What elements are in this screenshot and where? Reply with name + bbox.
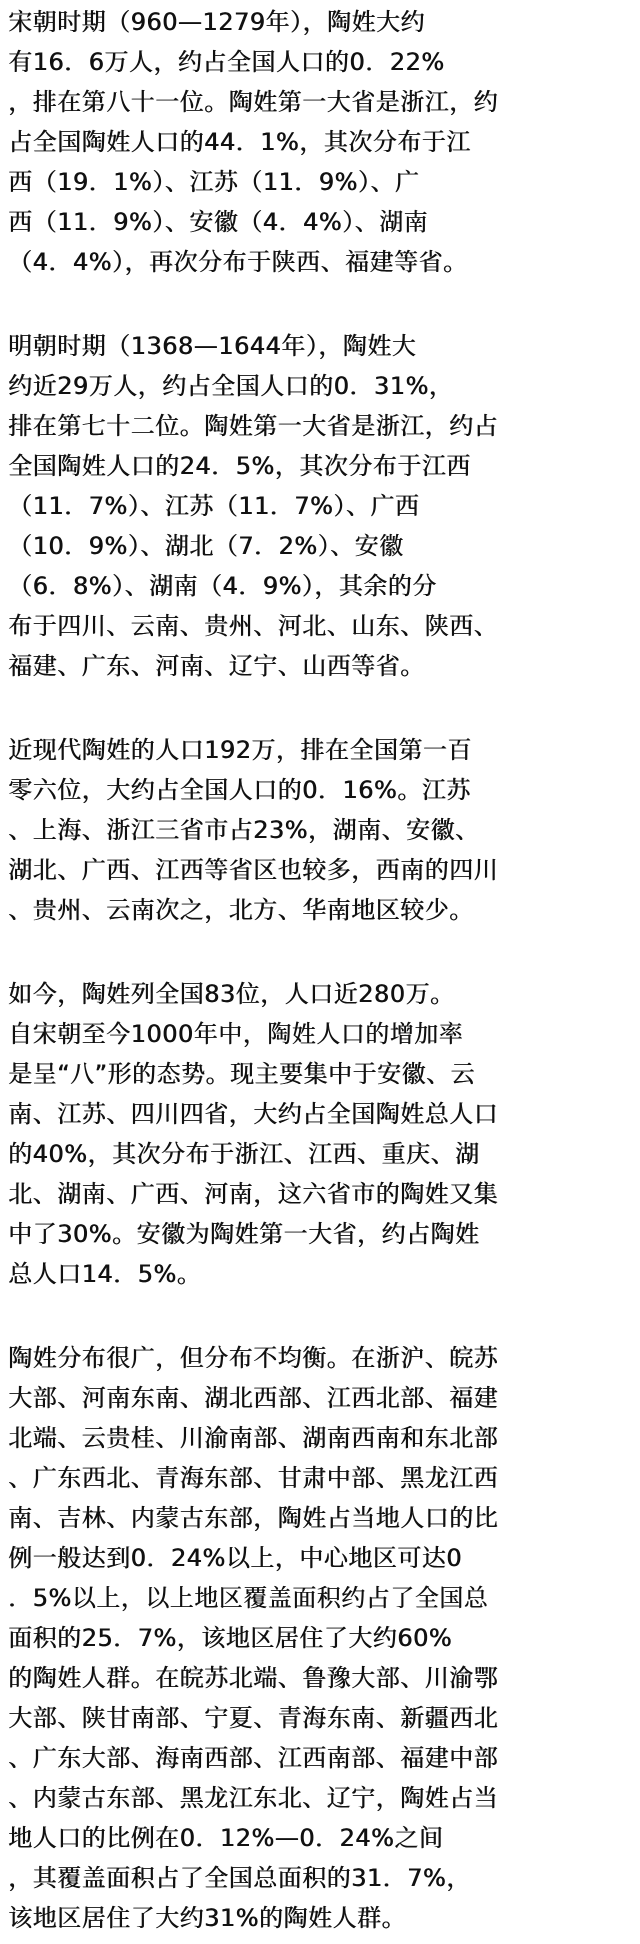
text-line: 西（19．1%）、江苏（11．9%）、广 [8, 168, 420, 196]
text-line: ，排在第八十一位。陶姓第一大省是浙江，约 [8, 88, 498, 116]
text-line: 的陶姓人群。在皖苏北端、鲁豫大部、川渝鄂 [8, 1664, 498, 1692]
text-line: 例一般达到0．24%以上，中心地区可达0 [8, 1544, 462, 1572]
text-line: 福建、广东、河南、辽宁、山西等省。 [8, 652, 425, 680]
text-line: 湖北、广西、江西等省区也较多，西南的四川 [8, 856, 498, 884]
text-line: 、贵州、云南次之，北方、华南地区较少。 [8, 896, 474, 924]
text-line: 总人口14．5%。 [8, 1260, 202, 1288]
text-line: 南、江苏、四川四省，大约占全国陶姓总人口 [8, 1100, 498, 1128]
text-line: 约近29万人，约占全国人口的0．31%， [8, 372, 454, 400]
text-line: 如今，陶姓列全国83位，人口近280万。 [8, 980, 455, 1008]
text-line: 陶姓分布很广，但分布不均衡。在浙沪、皖苏 [8, 1344, 498, 1372]
text-line: 、广东大部、海南西部、江西南部、福建中部 [8, 1744, 498, 1772]
text-line: ．5%以上，以上地区覆盖面积约占了全国总 [8, 1584, 489, 1612]
text-line: 零六位，大约占全国人口的0．16%。江苏 [8, 776, 471, 804]
text-line: 宋朝时期（960—1279年），陶姓大约 [8, 8, 425, 36]
text-line: 、内蒙古东部、黑龙江东北、辽宁，陶姓占当 [8, 1784, 498, 1812]
text-line: 、广东西北、青海东部、甘肃中部、黑龙江西 [8, 1464, 498, 1492]
text-line: 南、吉林、内蒙古东部，陶姓占当地人口的比 [8, 1504, 498, 1532]
text-line: 明朝时期（1368—1644年），陶姓大 [8, 332, 417, 360]
text-line: 有16．6万人，约占全国人口的0．22% [8, 48, 445, 76]
text-line: 面积的25．7%，该地区居住了大约60% [8, 1624, 452, 1652]
text-line: 近现代陶姓的人口192万，排在全国第一百 [8, 736, 472, 764]
text-line: 该地区居住了大约31%的陶姓人群。 [8, 1904, 406, 1932]
text-line: 的40%，其次分布于浙江、江西、重庆、湖 [8, 1140, 480, 1168]
text-line: 全国陶姓人口的24．5%，其次分布于江西 [8, 452, 471, 480]
text-line: 、上海、浙江三省市占23%，湖南、安徽、 [8, 816, 480, 844]
text-line: 北端、云贵桂、川渝南部、湖南西南和东北部 [8, 1424, 498, 1452]
text-line: ，其覆盖面积占了全国总面积的31．7%， [8, 1864, 471, 1892]
text-line: 地人口的比例在0．12%—0．24%之间 [8, 1824, 444, 1852]
text-line: （11．7%）、江苏（11．7%）、广西 [8, 492, 420, 520]
text-line: 是呈“八”形的态势。现主要集中于安徽、云 [8, 1060, 475, 1088]
text-line: 排在第七十二位。陶姓第一大省是浙江，约占 [8, 412, 498, 440]
text-line: 占全国陶姓人口的44．1%，其次分布于江 [8, 128, 471, 156]
text-line: 中了30%。安徽为陶姓第一大省，约占陶姓 [8, 1220, 480, 1248]
text-line: 大部、河南东南、湖北西部、江西北部、福建 [8, 1384, 498, 1412]
text-line: （10．9%）、湖北（7．2%）、安徽 [8, 532, 404, 560]
text-line: 布于四川、云南、贵州、河北、山东、陕西、 [8, 612, 498, 640]
text-line: 西（11．9%）、安徽（4．4%）、湖南 [8, 208, 428, 236]
text-line: 北、湖南、广西、河南，这六省市的陶姓又集 [8, 1180, 498, 1208]
text-line: （4．4%），再次分布于陕西、福建等省。 [8, 248, 468, 276]
text-line: （6．8%）、湖南（4．9%），其余的分 [8, 572, 437, 600]
text-line: 大部、陕甘南部、宁夏、青海东南、新疆西北 [8, 1704, 498, 1732]
text-line: 自宋朝至今1000年中，陶姓人口的增加率 [8, 1020, 464, 1048]
